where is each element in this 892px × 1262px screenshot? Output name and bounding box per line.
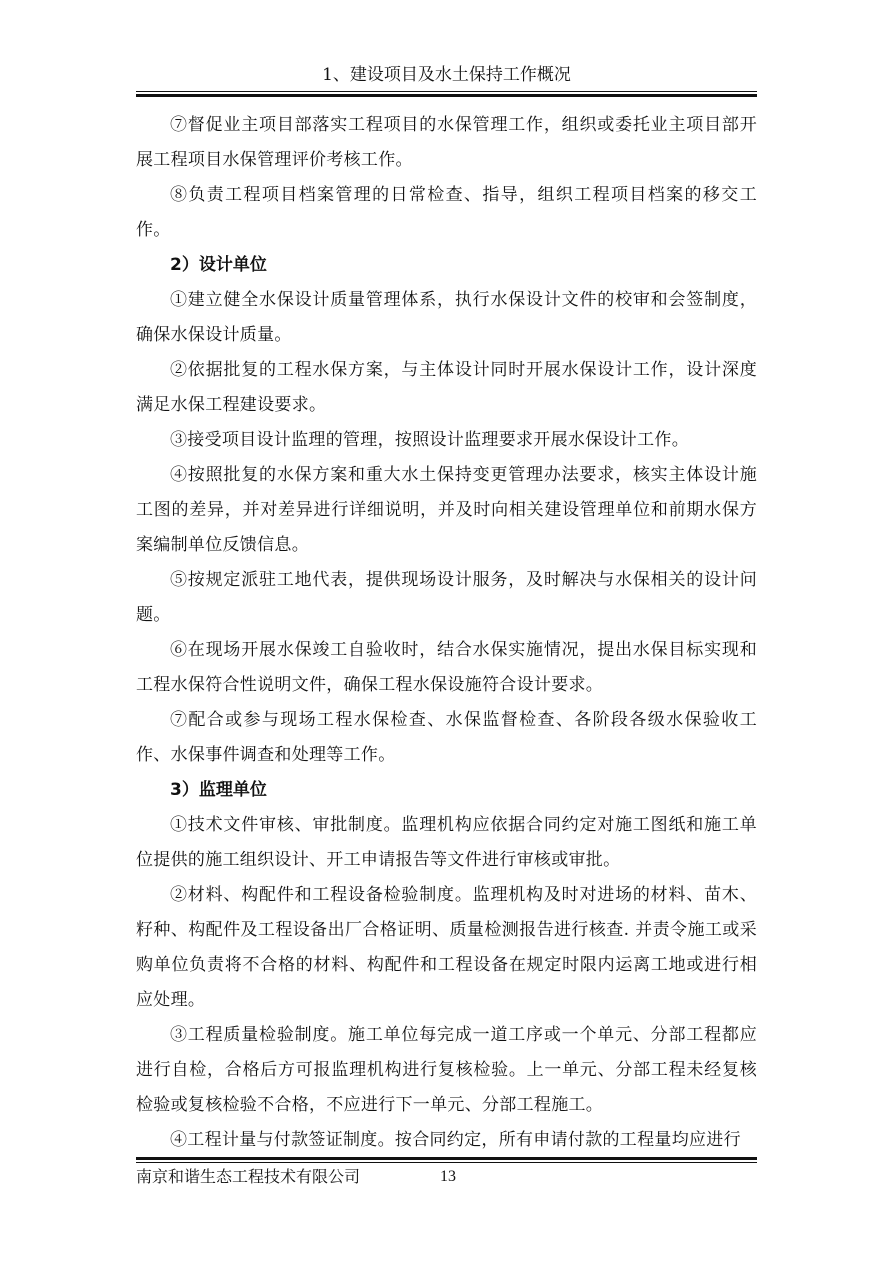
page-header-title: 1、建设项目及水土保持工作概况	[322, 65, 571, 85]
paragraph: ⑧负责工程项目档案管理的日常检查、指导，组织工程项目档案的移交工作。	[136, 185, 757, 240]
header-rule-thin	[136, 91, 757, 92]
footer-company-name: 南京和谐生态工程技术有限公司	[136, 1167, 361, 1186]
paragraph: ②材料、构配件和工程设备检验制度。监理机构及时对进场的材料、苗木、籽种、构配件及工程设备出厂合格证明、质量检测报告进行核查. 并责令施工或采购单位负责将不合格的材料、构配件和工程设备在规定时限内运离工地或进行相应处理。	[136, 885, 757, 1010]
paragraph: ⑦督促业主项目部落实工程项目的水保管理工作，组织或委托业主项目部开展工程项目水保管理评价考核工作。	[136, 115, 757, 170]
header-rule-thick	[136, 94, 757, 97]
page-body	[136, 108, 757, 1158]
paragraph: ②依据批复的工程水保方案，与主体设计同时开展水保设计工作，设计深度满足水保工程建设要求。	[136, 360, 757, 415]
paragraph: ⑦配合或参与现场工程水保检查、水保监督检查、各阶段各级水保验收工作、水保事件调查和处理等工作。	[136, 710, 757, 765]
paragraph: ⑤按规定派驻工地代表，提供现场设计服务，及时解决与水保相关的设计问题。	[136, 570, 757, 625]
paragraph: ④按照批复的水保方案和重大水土保持变更管理办法要求，核实主体设计施工图的差异，并对差异进行详细说明，并及时向相关建设管理单位和前期水保方案编制单位反馈信息。	[136, 465, 757, 555]
paragraph: ③接受项目设计监理的管理，按照设计监理要求开展水保设计工作。	[170, 430, 689, 450]
paragraph: ③工程质量检验制度。施工单位每完成一道工序或一个单元、分部工程都应进行自检，合格后方可报监理机构进行复核检验。上一单元、分部工程未经复核检验或复核检验不合格，不应进行下一单元、分部工程施工。	[136, 1025, 757, 1115]
paragraph: ①建立健全水保设计质量管理体系，执行水保设计文件的校审和会签制度，确保水保设计质量。	[136, 290, 757, 345]
footer-rule-thick	[136, 1157, 757, 1160]
page-number: 13	[440, 1168, 456, 1185]
paragraph: ④工程计量与付款签证制度。按合同约定，所有申请付款的工程量均应进行	[170, 1130, 741, 1150]
footer-rule-thin	[136, 1162, 757, 1163]
paragraph: ①技术文件审核、审批制度。监理机构应依据合同约定对施工图纸和施工单位提供的施工组织设计、开工申请报告等文件进行审核或审批。	[136, 815, 757, 870]
section-heading-supervision-unit: 3）监理单位	[170, 780, 267, 800]
section-heading-design-unit: 2）设计单位	[170, 255, 267, 275]
paragraph: ⑥在现场开展水保竣工自验收时，结合水保实施情况，提出水保目标实现和工程水保符合性说明文件，确保工程水保设施符合设计要求。	[136, 640, 757, 695]
